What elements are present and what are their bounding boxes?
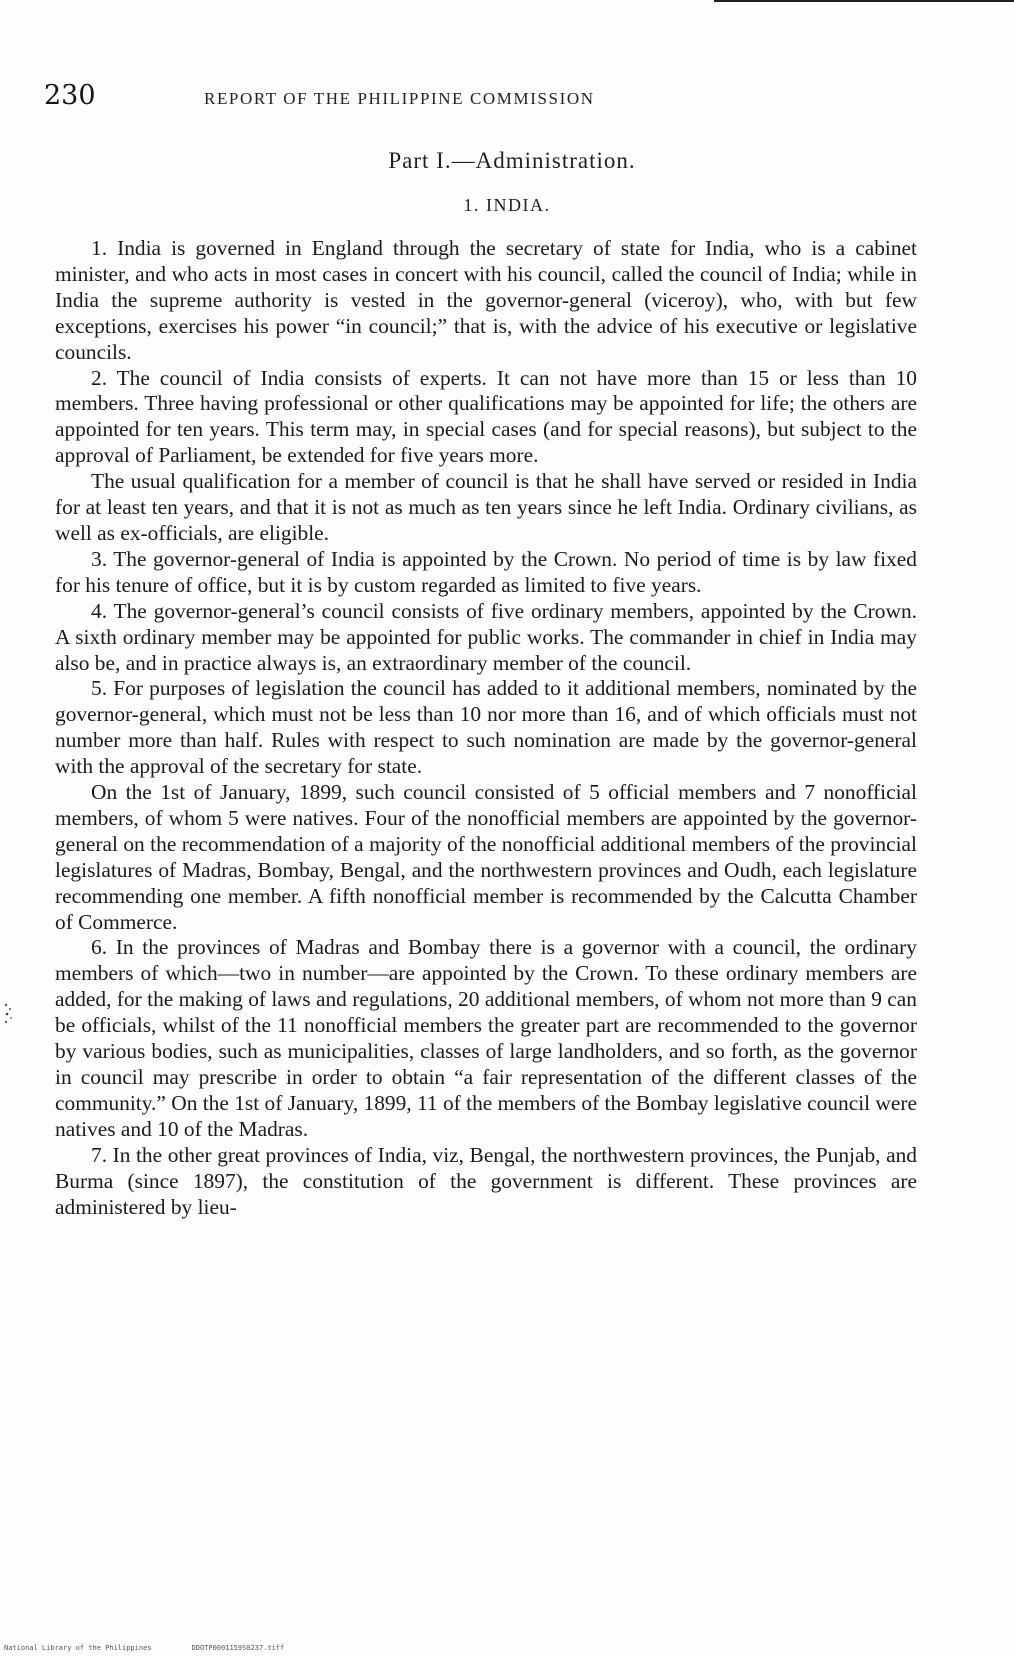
paragraph-6: 5. For purposes of legislation the council has added to it additional members, nominated by the governor-general, which must not be less than 10 nor more than 16, and of which officials must not number more than half. Rules with respect to such nomination are made by the governor-general with the approval of the secretary for state. xyxy=(55,676,917,779)
section-title: 1. INDIA. xyxy=(463,195,551,215)
paragraph-5: 4. The governor-general’s council consists of five ordinary members, appointed by the Crown. A sixth ordinary member may be appointed for public works. The commander in chief in India may also be, and in practice always is, an extraordinary member of the council. xyxy=(55,598,917,675)
part-title: Part I.—Administration. xyxy=(388,148,636,173)
paragraph-1: 1. India is governed in England through the secretary of state for India, who is a cabinet minister, and who acts in most cases in concert with his council, called the council of India; while in India the supreme authority is vested in the governor-general (viceroy), who, with but few exceptions, exercises his power “in council;” that is, with the advice of his executive or legislative councils. xyxy=(55,236,917,364)
page-number: 230 xyxy=(44,80,96,111)
margin-speck-mark xyxy=(2,1000,16,1028)
page-header xyxy=(44,80,924,111)
paragraph-3: The usual qualification for a member of council is that he shall have served or resided in India for at least ten years, and that it is not as much as ten years since he left India. Ordinary civilians, as well as ex-officials, are eligible. xyxy=(55,469,917,545)
footer-file: DDOTP0001159S0237.tiff xyxy=(191,1644,285,1652)
top-rule xyxy=(714,0,1014,2)
paragraph-9: 7. In the other great provinces of India, viz, Bengal, the northwestern provinces, the Punjab, and Burma (since 1897), the constitution of the government is different. These provinces are administered by lieu- xyxy=(55,1142,917,1219)
paragraph-4: 3. The governor-general of India is appointed by the Crown. No period of time is by law fixed for his tenure of office, but it is by custom regarded as limited to five years. xyxy=(55,546,917,597)
body-text xyxy=(55,236,917,1220)
running-head: REPORT OF THE PHILIPPINE COMMISSION xyxy=(204,89,595,108)
paragraph-7: On the 1st of January, 1899, such council consisted of 5 official members and 7 nonofficial members, of whom 5 were natives. Four of the nonofficial members are appointed by the governor-general on the recommendation of a majority of the nonofficial additional members of the provincial legislatures of Madras, Bombay, Bengal, and the northwestern provinces and Oudh, each legislature recommending one member. A fifth nonofficial member is recommended by the Calcutta Chamber of Commerce. xyxy=(55,780,917,934)
footer-library: National Library of the Philippines xyxy=(4,1644,152,1652)
scan-footer xyxy=(4,1644,284,1652)
paragraph-8: 6. In the provinces of Madras and Bombay there is a governor with a council, the ordinary members of which—two in number—are appointed by the Crown. To these ordinary members are added, for the making of laws and regulations, 20 additional members, of whom not more than 9 can be officials, whilst of the 11 nonofficial members the greater part are recommended to the governor by various bodies, such as municipalities, classes of large landholders, and so forth, as the governor in council may prescribe in order to obtain “a fair representation of the different classes of the community.” On the 1st of January, 1899, 11 of the members of the Bombay legislative council were natives and 10 of the Madras. xyxy=(55,935,917,1141)
paragraph-2: 2. The council of India consists of experts. It can not have more than 15 or less than 10 members. Three having professional or other qualifications may be appointed for life; the others are appointed for ten years. This term may, in special cases (and for special reasons), but subject to the approval of Parliament, be extended for five years more. xyxy=(55,365,917,468)
